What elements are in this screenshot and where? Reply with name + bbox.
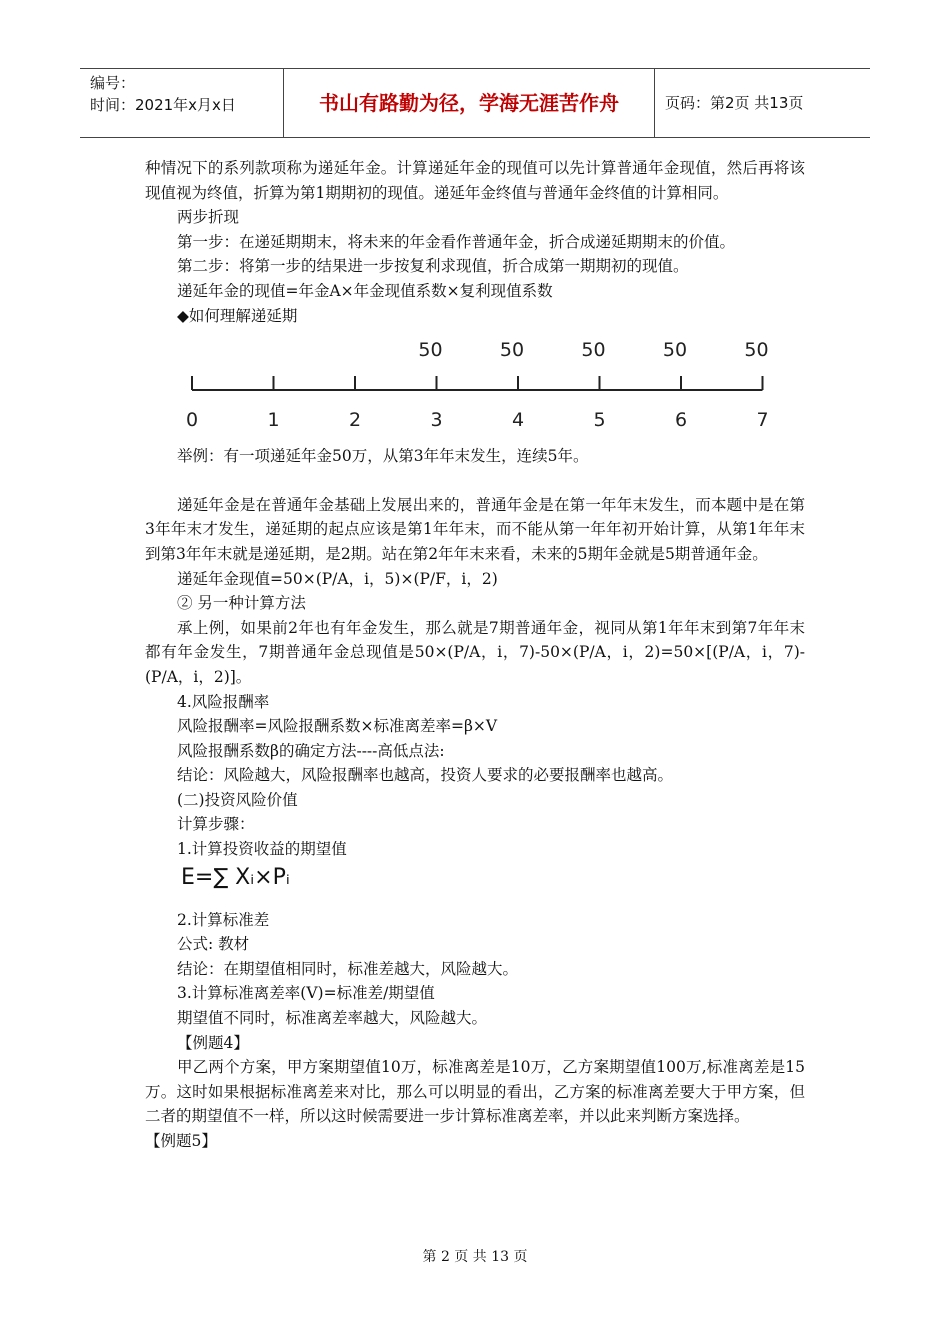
header-motto: 书山有路勤为径，学海无涯苦作舟 bbox=[283, 69, 655, 137]
timeline-tick-label: 3 bbox=[430, 409, 443, 432]
section-heading: (二)投资风险价值 bbox=[177, 790, 298, 809]
page-footer: 第 2 页 共 13 页 bbox=[422, 1249, 528, 1265]
paragraph: 第一步：在递延期期末，将未来的年金看作普通年金，折合成递延期期末的价值。 bbox=[177, 232, 736, 251]
paragraph: 计算步骤： bbox=[177, 815, 255, 834]
timeline-tick-label: 4 bbox=[511, 409, 525, 432]
paragraph: 风险报酬率=风险报酬系数×标准离差率=β×V bbox=[177, 717, 498, 736]
paragraph: 甲乙两个方案，甲方案期望值10万，标准离差是10万，乙方案期望值100万,标准离差是15万。这时如果根据标准离差来对比，那么可以明显的看出，乙方案的标准离差要大于甲方案，但二者的期望值不一样，所以这时候需要进一步计算标准离差率，并以此来判断方案选择。 bbox=[145, 1058, 805, 1126]
page-header bbox=[80, 68, 870, 138]
timeline-tick-label: 7 bbox=[756, 409, 769, 432]
paragraph: ② 另一种计算方法 bbox=[177, 594, 306, 613]
timeline-tick-label: 0 bbox=[185, 409, 199, 432]
paragraph: 种情况下的系列款项称为递延年金。计算递延年金的现值可以先计算普通年金现值，然后再将该现值视为终值，折算为第1期期初的现值。递延年金终值与普通年金终值的计算相同。 bbox=[145, 159, 805, 202]
header-page-info: 页码：第2页 共13页 bbox=[665, 94, 804, 112]
timeline-payment-label: 50 bbox=[662, 339, 688, 362]
paragraph: 两步折现 bbox=[177, 208, 240, 227]
section-heading: 4.风险报酬率 bbox=[177, 692, 270, 711]
paragraph: 递延年金是在普通年金基础上发展出来的，普通年金是在第一年年末发生，而本题中是在第3年年末才发生，递延期的起点应该是第1年年末，而不能从第一年年初开始计算，从第1年年末到第3年年末就是递延期，是2期。站在第2年年末来看，未来的5期年金就是5期普通年金。 bbox=[145, 495, 805, 563]
timeline-svg bbox=[145, 328, 805, 444]
number-label: 编号： bbox=[90, 74, 136, 92]
timeline-diagram bbox=[145, 328, 805, 444]
paragraph: 结论：风险越大，风险报酬率也越高，投资人要求的必要报酬率也越高。 bbox=[177, 766, 674, 785]
example-heading: 【例题5】 bbox=[145, 1132, 217, 1150]
timeline-tick-label: 1 bbox=[267, 409, 280, 432]
paragraph: 1.计算投资收益的期望值 bbox=[177, 840, 347, 859]
paragraph: 期望值不同时，标准离差率越大，风险越大。 bbox=[177, 1009, 488, 1028]
paragraph: 公式: 教材 bbox=[177, 935, 250, 954]
formula-text: E=∑ Xᵢ×Pᵢ bbox=[181, 864, 290, 890]
timeline-tick-label: 6 bbox=[674, 409, 688, 432]
paragraph: 2.计算标准差 bbox=[177, 910, 270, 929]
document-body bbox=[145, 156, 805, 1154]
paragraph: 递延年金的现值=年金A×年金现值系数×复利现值系数 bbox=[177, 281, 553, 300]
timeline-tick-label: 5 bbox=[593, 409, 606, 432]
header-meta bbox=[80, 69, 283, 137]
timeline-payment-label: 50 bbox=[499, 339, 525, 362]
timeline-payment-label: 50 bbox=[418, 339, 443, 362]
timeline-payment-label: 50 bbox=[744, 339, 769, 362]
paragraph: 第二步：将第一步的结果进一步按复利求现值，折合成第一期期初的现值。 bbox=[177, 257, 689, 276]
timeline-tick-label: 2 bbox=[348, 409, 362, 432]
time-label: 时间：2021年x月x日 bbox=[90, 96, 236, 114]
paragraph: 承上例，如果前2年也有年金发生，那么就是7期普通年金，视同从第1年年末到第7年年末都有年金发生，7期普通年金总现值是50×(P/A，i，7)-50×(P/A，i，2)=50×[(P/A，i，7)-(P/A，i，2)]。 bbox=[145, 618, 805, 686]
paragraph: 举例：有一项递延年金50万，从第3年年末发生，连续5年。 bbox=[177, 447, 589, 466]
timeline-payment-label: 50 bbox=[581, 339, 606, 362]
paragraph: 风险报酬系数β的确定方法----高低点法: bbox=[177, 741, 445, 760]
paragraph: 3.计算标准离差率(V)=标准差/期望值 bbox=[177, 984, 435, 1003]
paragraph: 递延年金现值=50×(P/A，i，5)×(P/F，i，2) bbox=[177, 569, 498, 588]
paragraph: 结论：在期望值相同时，标准差越大，风险越大。 bbox=[177, 959, 519, 978]
example-heading: 【例题4】 bbox=[177, 1033, 249, 1052]
expected-value-formula bbox=[145, 862, 805, 908]
bullet-heading: ◆如何理解递延期 bbox=[177, 306, 298, 325]
